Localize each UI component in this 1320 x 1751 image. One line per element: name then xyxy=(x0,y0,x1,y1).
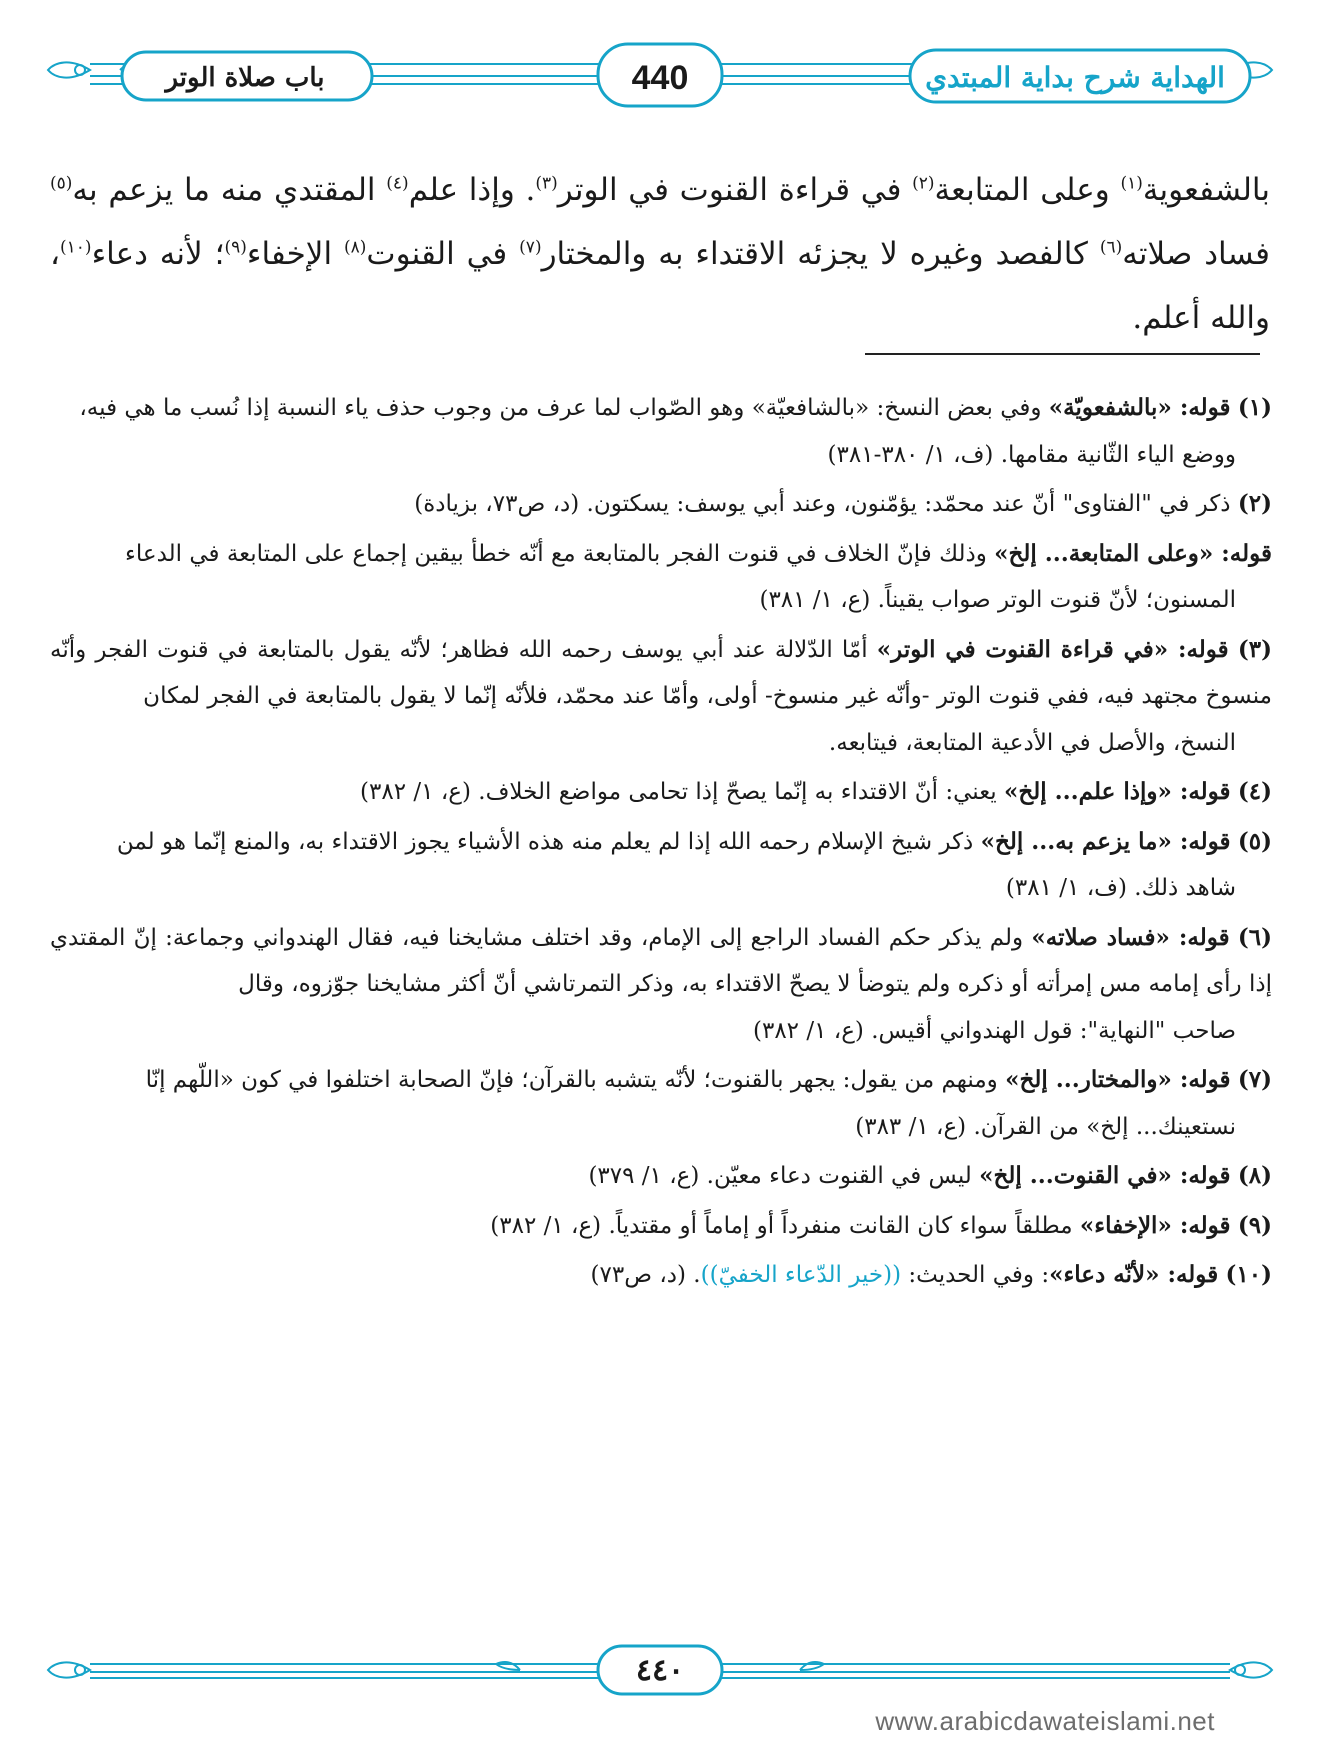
main-text-segment: ؛ لأنه دعاء xyxy=(91,236,225,272)
footnote xyxy=(50,1057,1272,1150)
footnote-text: وفي بعض النسخ: «بالشافعيّة» وهو الصّواب لما عرف من وجوب حذف ياء النسبة إذا نُسب ما هي فيه، xyxy=(79,395,1049,421)
footnotes xyxy=(50,385,1272,1302)
footnote xyxy=(50,1153,1272,1200)
footnote xyxy=(50,531,1272,624)
footnote-head: قوله: «بالشفعويّة» xyxy=(1048,394,1231,421)
main-text-segment: كالفصد وغيره لا يجزئه الاقتداء به والمختار xyxy=(541,236,1100,272)
footnote-number: (٩) xyxy=(1237,1211,1272,1239)
hadith-quote: ((خير الدّعاء الخفيّ)) xyxy=(700,1262,902,1288)
footnote-number: (١٠) xyxy=(1225,1261,1272,1288)
footnote-continuation: النسخ، والأصل في الأدعية المتابعة، فيتابعه. xyxy=(828,729,1236,756)
footnote xyxy=(50,915,1272,1055)
footnote-number: (١) xyxy=(1237,394,1272,421)
footnote-number: (٨) xyxy=(1237,1162,1272,1189)
footnote xyxy=(50,627,1272,767)
book-title: الهداية شرح بداية المبتدي xyxy=(925,60,1225,94)
footnote-head: قوله: «الإخفاء» xyxy=(1079,1211,1231,1239)
footnote-text: أمّا الدّلالة عند أبي يوسف رحمه الله فظاهر؛ لأنّه يقول بالمتابعة في قنوت الفجر وأنّه منسوخ مجتهد فيه، ففي قنوت الوتر -وأنّه غير منسوخ- أولى، وأمّا عند محمّد، فلأنّه إنّما لا يقول بالمتابعة في الفجر لمكان xyxy=(50,636,1272,709)
footnote-number: (٢) xyxy=(1237,490,1272,517)
footnote-head: قوله: «وعلى المتابعة... إلخ» xyxy=(994,539,1272,567)
footnote-text: مطلقاً سواء كان القانت منفرداً أو إماماً أو مقتدياً. (ع، ١/ ٣٨٢) xyxy=(490,1212,1080,1239)
footnote-ref[interactable]: (١) xyxy=(1120,173,1143,194)
footnote-text: ولم يذكر حكم الفساد الراجع إلى الإمام، وقد اختلف مشايخنا فيه، فقال الهندواني وجماعة: إنّ المقتدي إذا رأى إمامه مس إمرأته أو ذكره ولم يتوضأ لا يصحّ الاقتداء به، وذكر التمرتاشي أنّ أكثر مشايخنا جوّزوه، وقال xyxy=(50,924,1272,997)
footer-page-number: ٤٤٠ xyxy=(635,1652,685,1688)
footnote-ref[interactable]: (٧) xyxy=(519,237,542,258)
footnote-continuation: ووضع الياء الثّانية مقامها. (ف، ١/ ٣٨٠-٣٨١) xyxy=(827,441,1236,468)
footnote-continuation: صاحب "النهاية": قول الهندواني أقيس. (ع، ١/ ٣٨٢) xyxy=(752,1017,1236,1044)
footnote-head: قوله: «ما يزعم به... إلخ» xyxy=(980,827,1231,855)
footnote-ref[interactable]: (٥) xyxy=(50,173,73,194)
main-text-segment: فساد صلاته xyxy=(1122,236,1270,272)
main-text-segment: الإخفاء xyxy=(246,236,344,272)
footnote-head: قوله: «لأنّه دعاء» xyxy=(1049,1261,1219,1288)
footnote-number: (٣) xyxy=(1237,635,1272,663)
main-text-segment: في قراءة القنوت في الوتر xyxy=(557,172,913,208)
main-text-segment: . وإذا علم xyxy=(408,172,536,208)
footnote-ref[interactable]: (٨) xyxy=(343,237,367,258)
footnote-text: وذلك فإنّ الخلاف في قنوت الفجر بالمتابعة مع أنّه خطأ بيقين إجماع على المتابعة في الدعاء xyxy=(125,540,995,567)
footnote-number: (٥) xyxy=(1237,827,1272,855)
footnote-ref[interactable]: (١٠) xyxy=(60,237,92,258)
footnote-number: (٧) xyxy=(1237,1066,1272,1093)
footnote-text: يعني: أنّ الاقتداء به إنّما يصحّ إذا تحامى مواضع الخلاف. (ع، ١/ ٣٨٢) xyxy=(360,779,1005,805)
footnote-text: ذكر في "الفتاوى" أنّ عند محمّد: يؤمّنون، وعند أبي يوسف: يسكتون. (د، ص٧٣، بزيادة) xyxy=(414,491,1231,517)
footnote-ref[interactable]: (٦) xyxy=(1099,237,1123,258)
chapter-title: باب صلاة الوتر xyxy=(165,63,325,93)
footnote-separator xyxy=(865,353,1260,355)
page-number: 440 xyxy=(631,58,689,97)
footnote-text: ومنهم من يقول: يجهر بالقنوت؛ لأنّه يتشبه بالقرآن؛ فإنّ الصحابة اختلفوا في كون «اللّهم إنّا xyxy=(145,1067,1006,1093)
footnote-text: ليس في القنوت دعاء معيّن. (ع، ١/ ٣٧٩) xyxy=(588,1163,980,1189)
footnote-text: : وفي الحديث: xyxy=(901,1262,1050,1288)
main-text-segment: في القنوت xyxy=(366,236,520,272)
footnote-number: (٦) xyxy=(1237,923,1272,951)
footnote xyxy=(50,769,1272,816)
footnote-head: قوله: «والمختار... إلخ» xyxy=(1005,1066,1231,1093)
footnote xyxy=(50,819,1272,912)
main-text xyxy=(50,158,1270,350)
website-url[interactable]: www.arabicdawateislami.net xyxy=(875,1706,1215,1736)
footnote-head: قوله: «فساد صلاته» xyxy=(1031,923,1230,951)
footnote xyxy=(50,1203,1272,1250)
footnote-head: قوله: «في قراءة القنوت في الوتر» xyxy=(876,635,1229,663)
footnote-head: قوله: «في القنوت... إلخ» xyxy=(979,1162,1231,1189)
footnote-text: . (د، ص٧٣) xyxy=(590,1262,701,1288)
footnote xyxy=(50,1252,1272,1299)
footnote xyxy=(50,385,1272,478)
footnote-ref[interactable]: (٤) xyxy=(386,173,409,194)
footnote-continuation: شاهد ذلك. (ف، ١/ ٣٨١) xyxy=(1005,875,1236,901)
footnote-ref[interactable]: (٢) xyxy=(912,173,935,194)
main-text-segment: وعلى المتابعة xyxy=(934,172,1121,208)
footnote-continuation: المسنون؛ لأنّ قنوت الوتر صواب يقيناً. (ع، ١/ ٣٨١) xyxy=(759,587,1236,613)
main-text-segment: المقتدي منه ما يزعم به xyxy=(72,172,387,208)
footnote-head: قوله: «وإذا علم... إلخ» xyxy=(1004,778,1231,805)
footnote-number: (٤) xyxy=(1237,778,1272,805)
footnote-ref[interactable]: (٣) xyxy=(535,173,558,194)
footnote-continuation: نستعينك... إلخ» من القرآن. (ع، ١/ ٣٨٣) xyxy=(855,1113,1236,1140)
main-text-segment: بالشفعوية xyxy=(1142,172,1270,208)
footnote-text: ذكر شيخ الإسلام رحمه الله إذا لم يعلم منه هذه الأشياء يجوز الاقتداء به، والمنع إنّما هو لمن xyxy=(116,828,981,855)
footnote-ref[interactable]: (٩) xyxy=(224,237,247,258)
footnote xyxy=(50,481,1272,528)
main-text-segment: ، والله أعلم. xyxy=(50,236,1270,336)
